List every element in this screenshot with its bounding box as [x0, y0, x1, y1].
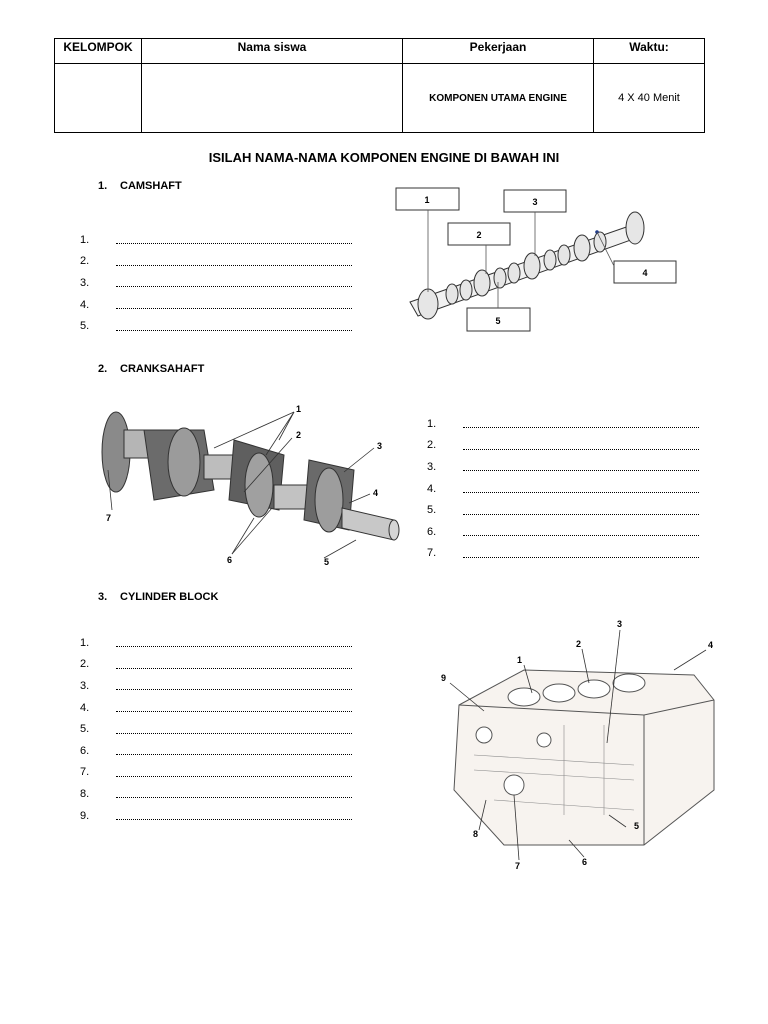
nama-siswa-cell[interactable]: [142, 64, 403, 133]
cylinder-block-label-1: 1: [517, 655, 523, 665]
answer-line[interactable]: 3.: [80, 675, 352, 697]
cylinder-block-label-9: 9: [441, 673, 447, 683]
answer-line[interactable]: 7.: [80, 762, 352, 784]
pekerjaan-header: Pekerjaan: [403, 39, 594, 64]
answer-line[interactable]: 5.: [80, 315, 352, 337]
cylinder-block-label-5: 5: [634, 821, 640, 831]
crankshaft-figure: [94, 400, 414, 575]
waktu-value: 4 X 40 Menit: [594, 64, 705, 133]
section-cylinder-block-heading: 3. CYLINDER BLOCK: [98, 591, 219, 603]
cylinder-block-label-6: 6: [582, 857, 588, 867]
crankshaft-label-4: 4: [373, 488, 379, 498]
nama-siswa-header: Nama siswa: [142, 39, 403, 64]
cylinder-block-figure: [414, 615, 719, 875]
answer-line[interactable]: 1.: [427, 413, 699, 435]
camshaft-label-2: 2: [476, 230, 482, 240]
cylinder-block-label-2: 2: [576, 639, 582, 649]
header-table: [54, 38, 705, 133]
answer-line[interactable]: 8.: [80, 783, 352, 805]
answer-line[interactable]: 4.: [427, 478, 699, 500]
camshaft-label-1: 1: [424, 195, 430, 205]
answer-line[interactable]: 2.: [427, 435, 699, 457]
cylinder-block-label-4: 4: [708, 640, 714, 650]
waktu-header: Waktu:: [594, 39, 705, 64]
camshaft-figure: [390, 184, 690, 344]
section-crankshaft-heading: 2. CRANKSAHAFT: [98, 363, 205, 375]
answer-line[interactable]: 1.: [80, 229, 352, 251]
crankshaft-label-2: 2: [296, 430, 302, 440]
cylinder-block-label-7: 7: [515, 861, 521, 871]
kelompok-cell[interactable]: [55, 64, 142, 133]
answer-line[interactable]: 1.: [80, 632, 352, 654]
cylinder-block-answer-list: [80, 632, 352, 826]
answer-line[interactable]: 5.: [80, 718, 352, 740]
answer-line[interactable]: 3.: [80, 272, 352, 294]
answer-line[interactable]: 7.: [427, 543, 699, 565]
pekerjaan-value: KOMPONEN UTAMA ENGINE: [403, 64, 594, 133]
cylinder-block-label-8: 8: [473, 829, 479, 839]
page-title: ISILAH NAMA-NAMA KOMPONEN ENGINE DI BAWAH INI: [208, 150, 560, 165]
answer-line[interactable]: 2.: [80, 251, 352, 273]
answer-line[interactable]: 4.: [80, 697, 352, 719]
answer-line[interactable]: 2.: [80, 654, 352, 676]
camshaft-label-5: 5: [495, 316, 501, 326]
crankshaft-label-5: 5: [324, 557, 330, 567]
crankshaft-label-7: 7: [106, 513, 112, 523]
camshaft-answer-list: [80, 229, 352, 337]
answer-line[interactable]: 6.: [80, 740, 352, 762]
section-camshaft-heading: 1. CAMSHAFT: [98, 180, 182, 192]
crankshaft-label-3: 3: [377, 441, 383, 451]
answer-line[interactable]: 5.: [427, 499, 699, 521]
cylinder-block-label-3: 3: [617, 619, 623, 629]
crankshaft-label-1: 1: [296, 404, 302, 414]
answer-line[interactable]: 4.: [80, 294, 352, 316]
answer-line[interactable]: 9.: [80, 805, 352, 827]
answer-line[interactable]: 3.: [427, 456, 699, 478]
crankshaft-label-6: 6: [227, 555, 233, 565]
kelompok-header: KELOMPOK: [55, 39, 142, 64]
crankshaft-answer-list: [427, 413, 699, 564]
answer-line[interactable]: 6.: [427, 521, 699, 543]
camshaft-label-4: 4: [642, 268, 648, 278]
camshaft-label-3: 3: [532, 197, 538, 207]
